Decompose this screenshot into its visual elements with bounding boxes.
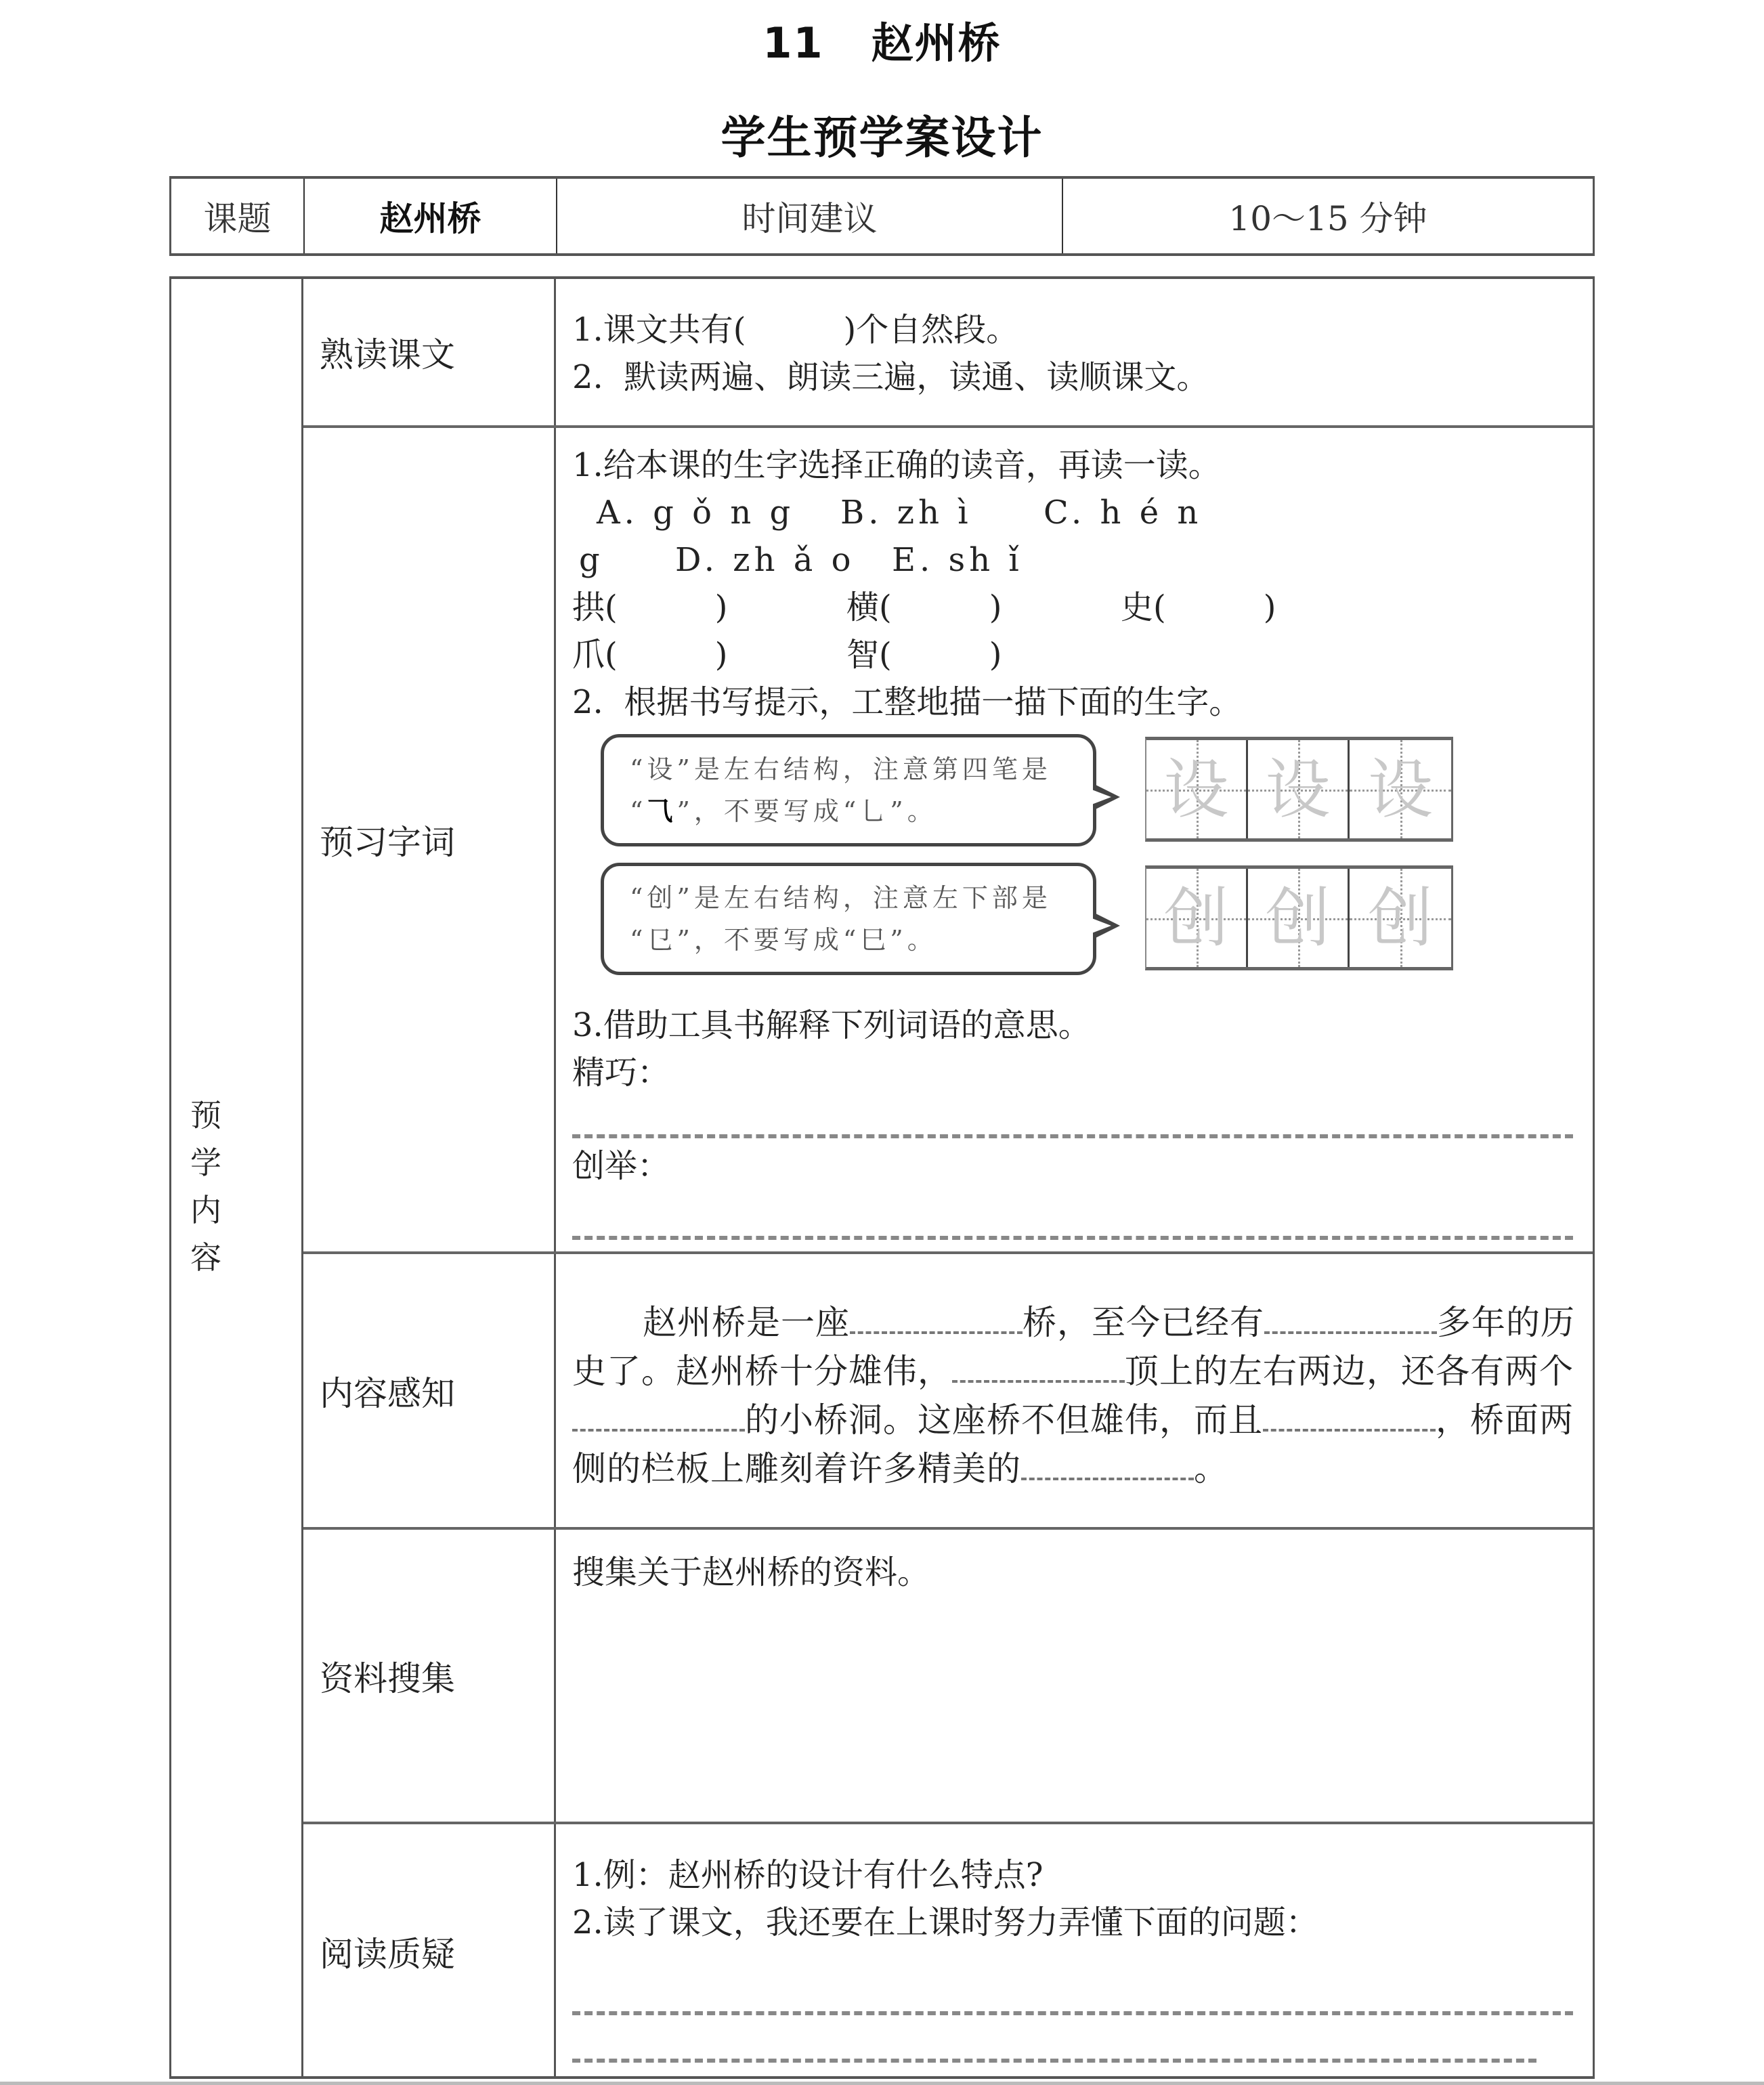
stroke-glyph: ⺄ [647, 796, 677, 826]
answer-line[interactable] [572, 1236, 1573, 1240]
pinyin-option: E. sh ǐ [892, 541, 1023, 579]
text-segment: 顶上的左右两边，还各有两个 [1125, 1352, 1574, 1391]
text-segment: 赵州桥是一座 [643, 1303, 850, 1342]
side-char: 内 [190, 1192, 221, 1228]
fill-blank-paragraph [572, 1298, 1579, 1493]
tip-line: “创”是左右结构，注意左下部是 [630, 883, 1052, 913]
lesson-number: 11 [762, 18, 824, 68]
tip-quote: “ [630, 796, 647, 826]
word-chuangju: 创举： [572, 1147, 670, 1185]
trace-char: 创 [1368, 880, 1433, 956]
side-char: 容 [190, 1239, 221, 1276]
text-segment: 桥，至今已经有 [1023, 1303, 1264, 1342]
fill-blank[interactable] [1263, 1402, 1436, 1432]
time-value: 10～15 分钟 [1228, 199, 1427, 238]
char-answer[interactable]: 拱( ) [572, 588, 728, 626]
pinyin-options-line2 [572, 536, 1579, 584]
answer-line[interactable] [572, 1134, 1573, 1138]
text-segment: 的小桥洞。这座桥不但雄伟，而且 [745, 1400, 1263, 1440]
lesson-title [0, 9, 1764, 70]
tracing-box[interactable] [1248, 740, 1350, 838]
main-table [169, 276, 1595, 2079]
stroke-glyph: 㔾 [647, 925, 677, 955]
tip-text: ”，不要写成“乚”。 [676, 796, 937, 826]
pinyin-option: B. zh ì [840, 494, 972, 532]
row-content [556, 428, 1593, 1251]
row-content [556, 1824, 1593, 2079]
trace-char: 设 [1368, 751, 1433, 827]
pinyin-option: g [579, 541, 604, 579]
header-table [169, 176, 1595, 256]
char-answer[interactable]: 史( ) [1121, 588, 1276, 626]
trace-char: 创 [1265, 880, 1331, 956]
row-material-collection [303, 1530, 1593, 1824]
side-char: 学 [190, 1144, 221, 1181]
fill-blank[interactable] [850, 1304, 1023, 1334]
tracing-box[interactable] [1350, 869, 1451, 967]
row-content[interactable] [556, 1530, 1593, 1822]
pinyin-option: D. zh ǎ o [675, 541, 855, 579]
question-line[interactable]: 1.课文共有( )个自然段。 [572, 311, 1019, 349]
text-segment: 多年的历史了。赵州桥十分雄伟， [572, 1303, 1575, 1391]
row-reading-questions [303, 1824, 1593, 2079]
row-preview-words [303, 428, 1593, 1254]
row-label: 阅读质疑 [303, 1824, 556, 2079]
fill-blank[interactable] [572, 1402, 745, 1432]
row-content [556, 279, 1593, 425]
row-read-text [303, 279, 1593, 428]
fill-blank[interactable] [1021, 1450, 1194, 1480]
side-label [190, 1092, 231, 1281]
question-1: 1.给本课的生字选择正确的读音，再读一读。 [572, 446, 1221, 484]
page-bottom-edge [0, 2082, 1764, 2085]
text-segment: 。 [1194, 1449, 1228, 1488]
char-answer[interactable]: 智( ) [846, 636, 1002, 674]
writing-tips [572, 734, 1579, 1002]
speech-tail-icon [1093, 912, 1120, 939]
tip-text: ”，不要写成“巳”。 [676, 925, 937, 955]
tip-line [630, 919, 1067, 961]
collection-instruction: 搜集关于赵州桥的资料。 [572, 1553, 930, 1591]
pinyin-option: C. h é n [1044, 494, 1203, 532]
page-subtitle: 学生预学案设计 [720, 112, 1044, 164]
text-segment: ，桥面两侧的栏板上雕刻着许多精美的 [572, 1400, 1574, 1488]
speech-tail-icon [1093, 783, 1120, 811]
tip-bubble-she [601, 734, 1096, 846]
question-3: 3.借助工具书解释下列词语的意思。 [572, 1006, 1091, 1044]
trace-char: 创 [1163, 880, 1229, 956]
char-answer[interactable]: 爪( ) [572, 636, 728, 674]
row-content [556, 1254, 1593, 1527]
tracing-box[interactable] [1248, 869, 1350, 967]
question-2: 2. 根据书写提示，工整地描一描下面的生字。 [572, 683, 1242, 721]
answer-line[interactable] [572, 2059, 1536, 2063]
pinyin-options-line1 [572, 489, 1579, 536]
row-label: 内容感知 [303, 1254, 556, 1527]
tip-line [630, 790, 1067, 832]
row-content-perception [303, 1254, 1593, 1530]
tracing-box[interactable] [1350, 740, 1451, 838]
row-label: 预习字词 [303, 428, 556, 1251]
fill-blank[interactable] [1264, 1304, 1437, 1334]
topic-value: 赵州桥 [305, 179, 557, 253]
tip-bubble-chuang [601, 863, 1096, 975]
trace-char: 设 [1163, 751, 1229, 827]
fill-blank[interactable] [952, 1353, 1125, 1383]
answer-line[interactable] [572, 2011, 1573, 2015]
lesson-name: 赵州桥 [871, 18, 1002, 68]
question-line: 2. 默读两遍、朗读三遍，读通、读顺课文。 [572, 358, 1209, 396]
char-answer[interactable]: 横( ) [846, 588, 1002, 626]
question-line: 2.读了课文，我还要在上课时努力弄懂下面的问题： [572, 1904, 1318, 1941]
tracing-box[interactable] [1146, 740, 1248, 838]
row-label: 熟读课文 [303, 279, 556, 425]
tracing-grid-chuang [1145, 865, 1453, 970]
char-answer-row [572, 584, 1579, 631]
tip-quote: “ [630, 925, 647, 955]
char-answer-row [572, 631, 1579, 679]
tip-line: “设”是左右结构，注意第四笔是 [630, 754, 1052, 784]
trace-char: 设 [1265, 751, 1331, 827]
tracing-box[interactable] [1146, 869, 1248, 967]
tracing-grid-she [1145, 737, 1453, 842]
side-column [171, 279, 303, 2076]
topic-label: 课题 [171, 179, 305, 253]
time-label: 时间建议 [557, 179, 1063, 253]
side-char: 预 [190, 1097, 221, 1134]
question-line: 1.例：赵州桥的设计有什么特点? [572, 1856, 1044, 1894]
word-jingqiao: 精巧： [572, 1054, 670, 1092]
pinyin-option: A. g ǒ n g [597, 494, 795, 532]
row-label: 资料搜集 [303, 1530, 556, 1822]
